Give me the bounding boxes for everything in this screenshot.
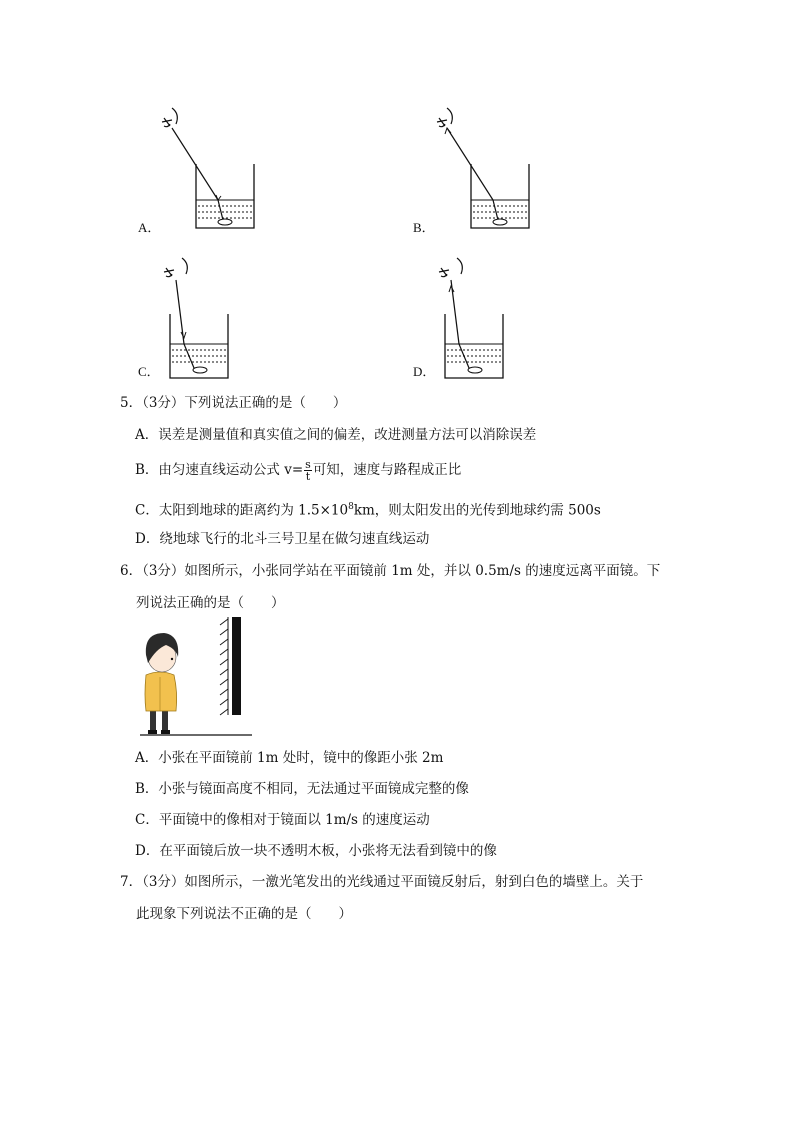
q5-option-c[interactable] (135, 499, 601, 519)
q7-stem-line1: 7．（3分）如图所示，一激光笔发出的光线通过平面镜反射后，射到白色的墙壁上。关于 (120, 874, 644, 890)
q6-stem-line2: 列说法正确的是（ ） (136, 595, 285, 611)
q4-option-c[interactable] (130, 250, 270, 385)
child-mirror-illustration (136, 615, 256, 740)
q5-option-b-post: 可知，速度与路程成正比 (312, 462, 462, 478)
q6-option-c[interactable]: C．平面镜中的像相对于镜面以 1m/s 的速度运动 (135, 812, 430, 828)
q4-option-b[interactable] (405, 100, 545, 235)
exponent: 8 (348, 502, 354, 512)
formula-fraction (304, 459, 312, 482)
q5-option-b-pre: B．由匀速直线运动公式 v= (135, 462, 304, 478)
q4-figure-b (405, 100, 545, 235)
q4-figure-a (130, 100, 270, 235)
q5-stem: 5．（3分）下列说法正确的是（ ） (120, 395, 347, 411)
q7-stem-line2: 此现象下列说法不正确的是（ ） (136, 906, 352, 922)
q4-option-b-label: B． (413, 220, 435, 235)
q4-option-d[interactable] (405, 250, 545, 385)
q5-option-a[interactable]: A．误差是测量值和真实值之间的偏差，改进测量方法可以消除误差 (135, 427, 537, 443)
q5-option-b[interactable] (135, 459, 461, 482)
q6-option-d[interactable]: D．在平面镜后放一块不透明木板，小张将无法看到镜中的像 (135, 843, 497, 859)
q4-option-d-label: D． (413, 364, 436, 379)
fraction-denominator: t (305, 470, 311, 483)
q5-option-c-pre: C．太阳到地球的距离约为 1.5×10 (135, 502, 349, 519)
q4-option-c-label: C． (138, 364, 160, 379)
q6-option-b[interactable]: B．小张与镜面高度不相同，无法通过平面镜成完整的像 (135, 781, 469, 797)
q6-option-a[interactable]: A．小张在平面镜前 1m 处时，镜中的像距小张 2m (135, 750, 444, 766)
q4-option-a-label: A． (138, 220, 161, 235)
q6-stem-line1: 6．（3分）如图所示，小张同学站在平面镜前 1m 处，并以 0.5m/s 的速度远离平面镜。下 (120, 563, 661, 579)
q5-option-c-post: km，则太阳发出的光传到地球约需 500s (353, 502, 601, 519)
q4-option-a[interactable] (130, 100, 270, 235)
fraction-numerator: s (305, 458, 311, 471)
q5-option-d[interactable]: D．绕地球飞行的北斗三号卫星在做匀速直线运动 (135, 531, 430, 547)
